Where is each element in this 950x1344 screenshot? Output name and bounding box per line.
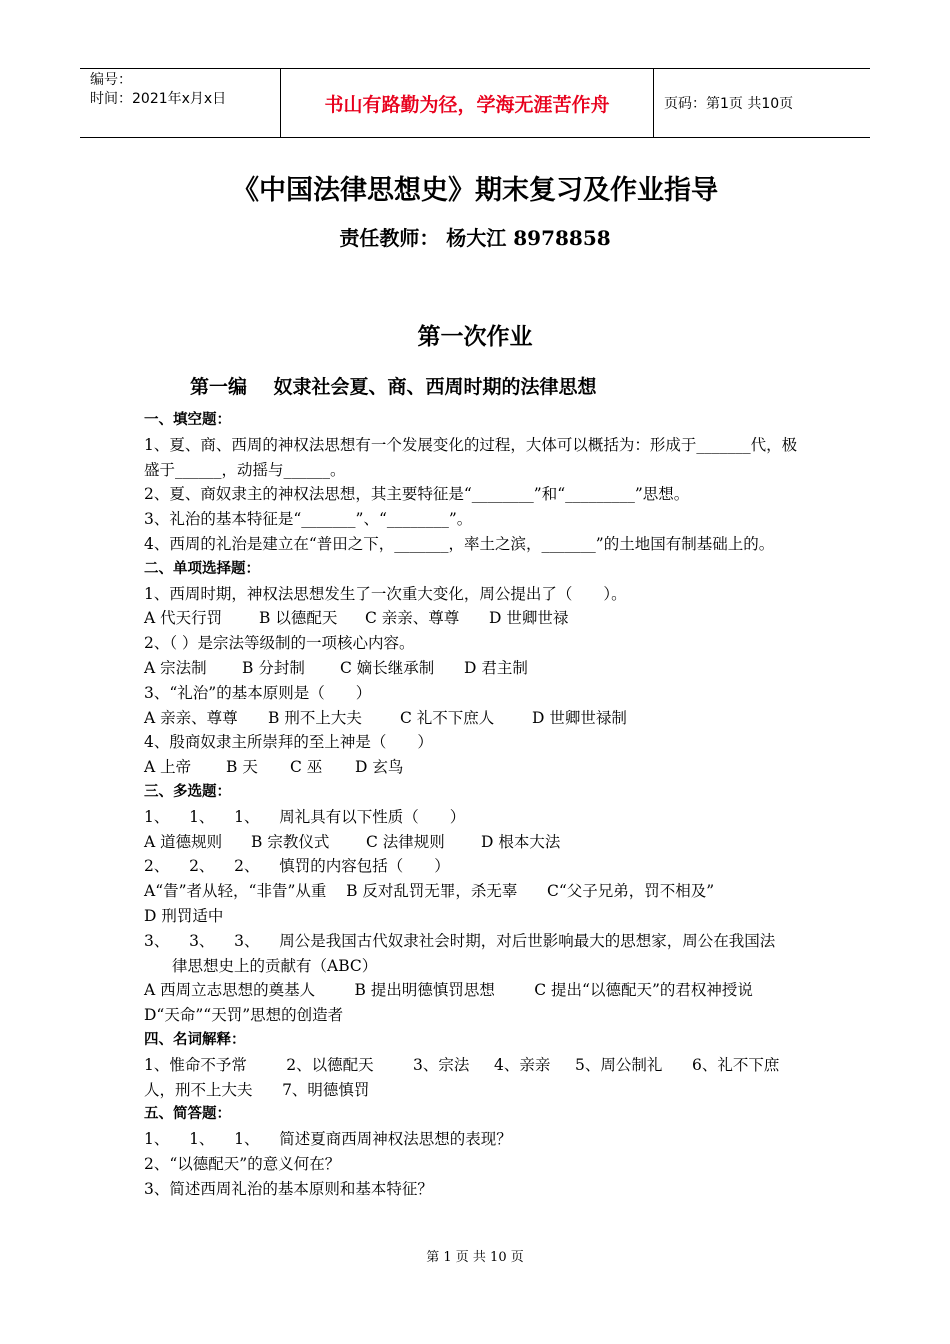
section-heading-short: 五、简答题： <box>144 1106 231 1123</box>
teacher-line: 责任教师： 杨大江 8978858 <box>339 226 611 250</box>
option: A 亲亲、尊尊 <box>144 708 238 727</box>
number-label: 编号： <box>90 72 132 88</box>
option: D 玄鸟 <box>355 758 404 777</box>
page-info: 页码：第1页 共10页 <box>664 96 794 112</box>
page-footer: 第 1 页 共 10 页 <box>426 1250 524 1265</box>
option: C 礼不下庶人 <box>400 708 495 727</box>
fill-question-1: 1、夏、商、西周的神权法思想有一个发展变化的过程，大体可以概括为：形成于_______代，极盛于______，动摇与______。 <box>144 435 798 479</box>
single-question-3-options <box>144 706 810 731</box>
option: C 嫡长继承制 <box>340 658 435 677</box>
chapter-title: 第一编 奴隶社会夏、商、西周时期的法律思想 <box>190 376 597 398</box>
option: C 法律规则 <box>366 832 445 851</box>
single-question-1: 1、西周时期，神权法思想发生了一次重大变化，周公提出了（ ）。 <box>144 584 627 603</box>
assignment-title: 第一次作业 <box>417 323 533 350</box>
multi-question-3-options-line2: D“天命”“天罚”思想的创造者 <box>144 1006 344 1025</box>
multi-question-2: 2、 2、 2、 慎罚的内容包括（ ） <box>144 857 450 876</box>
document-body <box>144 408 810 1202</box>
option: D 世卿世禄 <box>489 609 569 628</box>
single-question-3: 3、“礼治”的基本原则是（ ） <box>144 683 372 702</box>
option: C 亲亲、尊尊 <box>365 609 460 628</box>
single-question-4: 4、殷商奴隶主所崇拜的至上神是（ ） <box>144 733 433 752</box>
terms-line-2: 人，刑不上大夫 7、明德慎罚 <box>144 1080 370 1099</box>
multi-question-3-line2: 律思想史上的贡献有（ABC） <box>172 956 378 975</box>
option: D 君主制 <box>464 658 528 677</box>
option: B 分封制 <box>242 658 305 677</box>
multi-question-3-line1: 3、 3、 3、 周公是我国古代奴隶社会时期，对后世影响最大的思想家，周公在我国法 <box>144 931 776 950</box>
multi-question-3-options-line1: A 西周立志思想的奠基人 B 提出明德慎罚思想 C 提出“以德配天”的君权神授说 <box>144 981 753 1000</box>
document-title: 《中国法律思想史》期末复习及作业指导 <box>232 175 718 206</box>
single-question-2: 2、（ ）是宗法等级制的一项核心内容。 <box>144 634 415 653</box>
fill-question-4: 4、西周的礼治是建立在“普田之下，_______，率土之滨，_______”的土地国有制基础上的。 <box>144 534 775 553</box>
single-question-4-options <box>144 755 810 780</box>
option: B 宗教仪式 <box>251 832 330 851</box>
section-heading-single: 二、单项选择题： <box>144 560 260 577</box>
section-heading-terms: 四、名词解释： <box>144 1031 246 1048</box>
section-heading-multi: 三、多选题： <box>144 783 231 800</box>
time-label: 时间：2021年x月x日 <box>90 91 227 107</box>
section-heading-fill: 一、填空题： <box>144 412 231 428</box>
option: C 巫 <box>290 758 323 777</box>
option: D 根本大法 <box>481 832 561 851</box>
fill-question-2: 2、夏、商奴隶主的神权法思想，其主要特征是“________”和“_________”思想。 <box>144 485 690 504</box>
option: B 以德配天 <box>259 609 338 628</box>
multi-question-1-options <box>144 830 810 855</box>
header-left-cell <box>80 69 281 137</box>
header-table <box>80 68 870 138</box>
short-question-3: 3、简述西周礼治的基本原则和基本特征？ <box>144 1179 433 1198</box>
option: B 刑不上大夫 <box>268 708 362 727</box>
option: B 天 <box>226 758 258 777</box>
option: A 代天行罚 <box>144 609 223 628</box>
short-question-2: 2、“以德配天”的意义何在？ <box>144 1154 341 1173</box>
option: A 上帝 <box>144 758 192 777</box>
single-question-1-options <box>144 606 810 631</box>
option: D 世卿世禄制 <box>532 708 627 727</box>
multi-question-1: 1、 1、 1、 周礼具有以下性质（ ） <box>144 807 466 826</box>
motto: 书山有路勤为径，学海无涯苦作舟 <box>281 69 654 137</box>
option: A 道德规则 <box>144 832 223 851</box>
multi-question-2-options-line2: D 刑罚适中 <box>144 906 224 925</box>
short-question-1: 1、 1、 1、 简述夏商西周神权法思想的表现？ <box>144 1130 512 1149</box>
fill-question-3: 3、礼治的基本特征是“_______”、“________”。 <box>144 510 473 529</box>
option: A 宗法制 <box>144 658 207 677</box>
multi-question-2-options-line1: A“眚”者从轻，“非眚”从重 B 反对乱罚无罪，杀无辜 C“父子兄弟，罚不相及” <box>144 882 715 901</box>
single-question-2-options <box>144 656 810 681</box>
terms-line-1: 1、惟命不予常 2、以德配天 3、宗法 4、亲亲 5、周公制礼 6、礼不下庶 <box>144 1055 780 1074</box>
